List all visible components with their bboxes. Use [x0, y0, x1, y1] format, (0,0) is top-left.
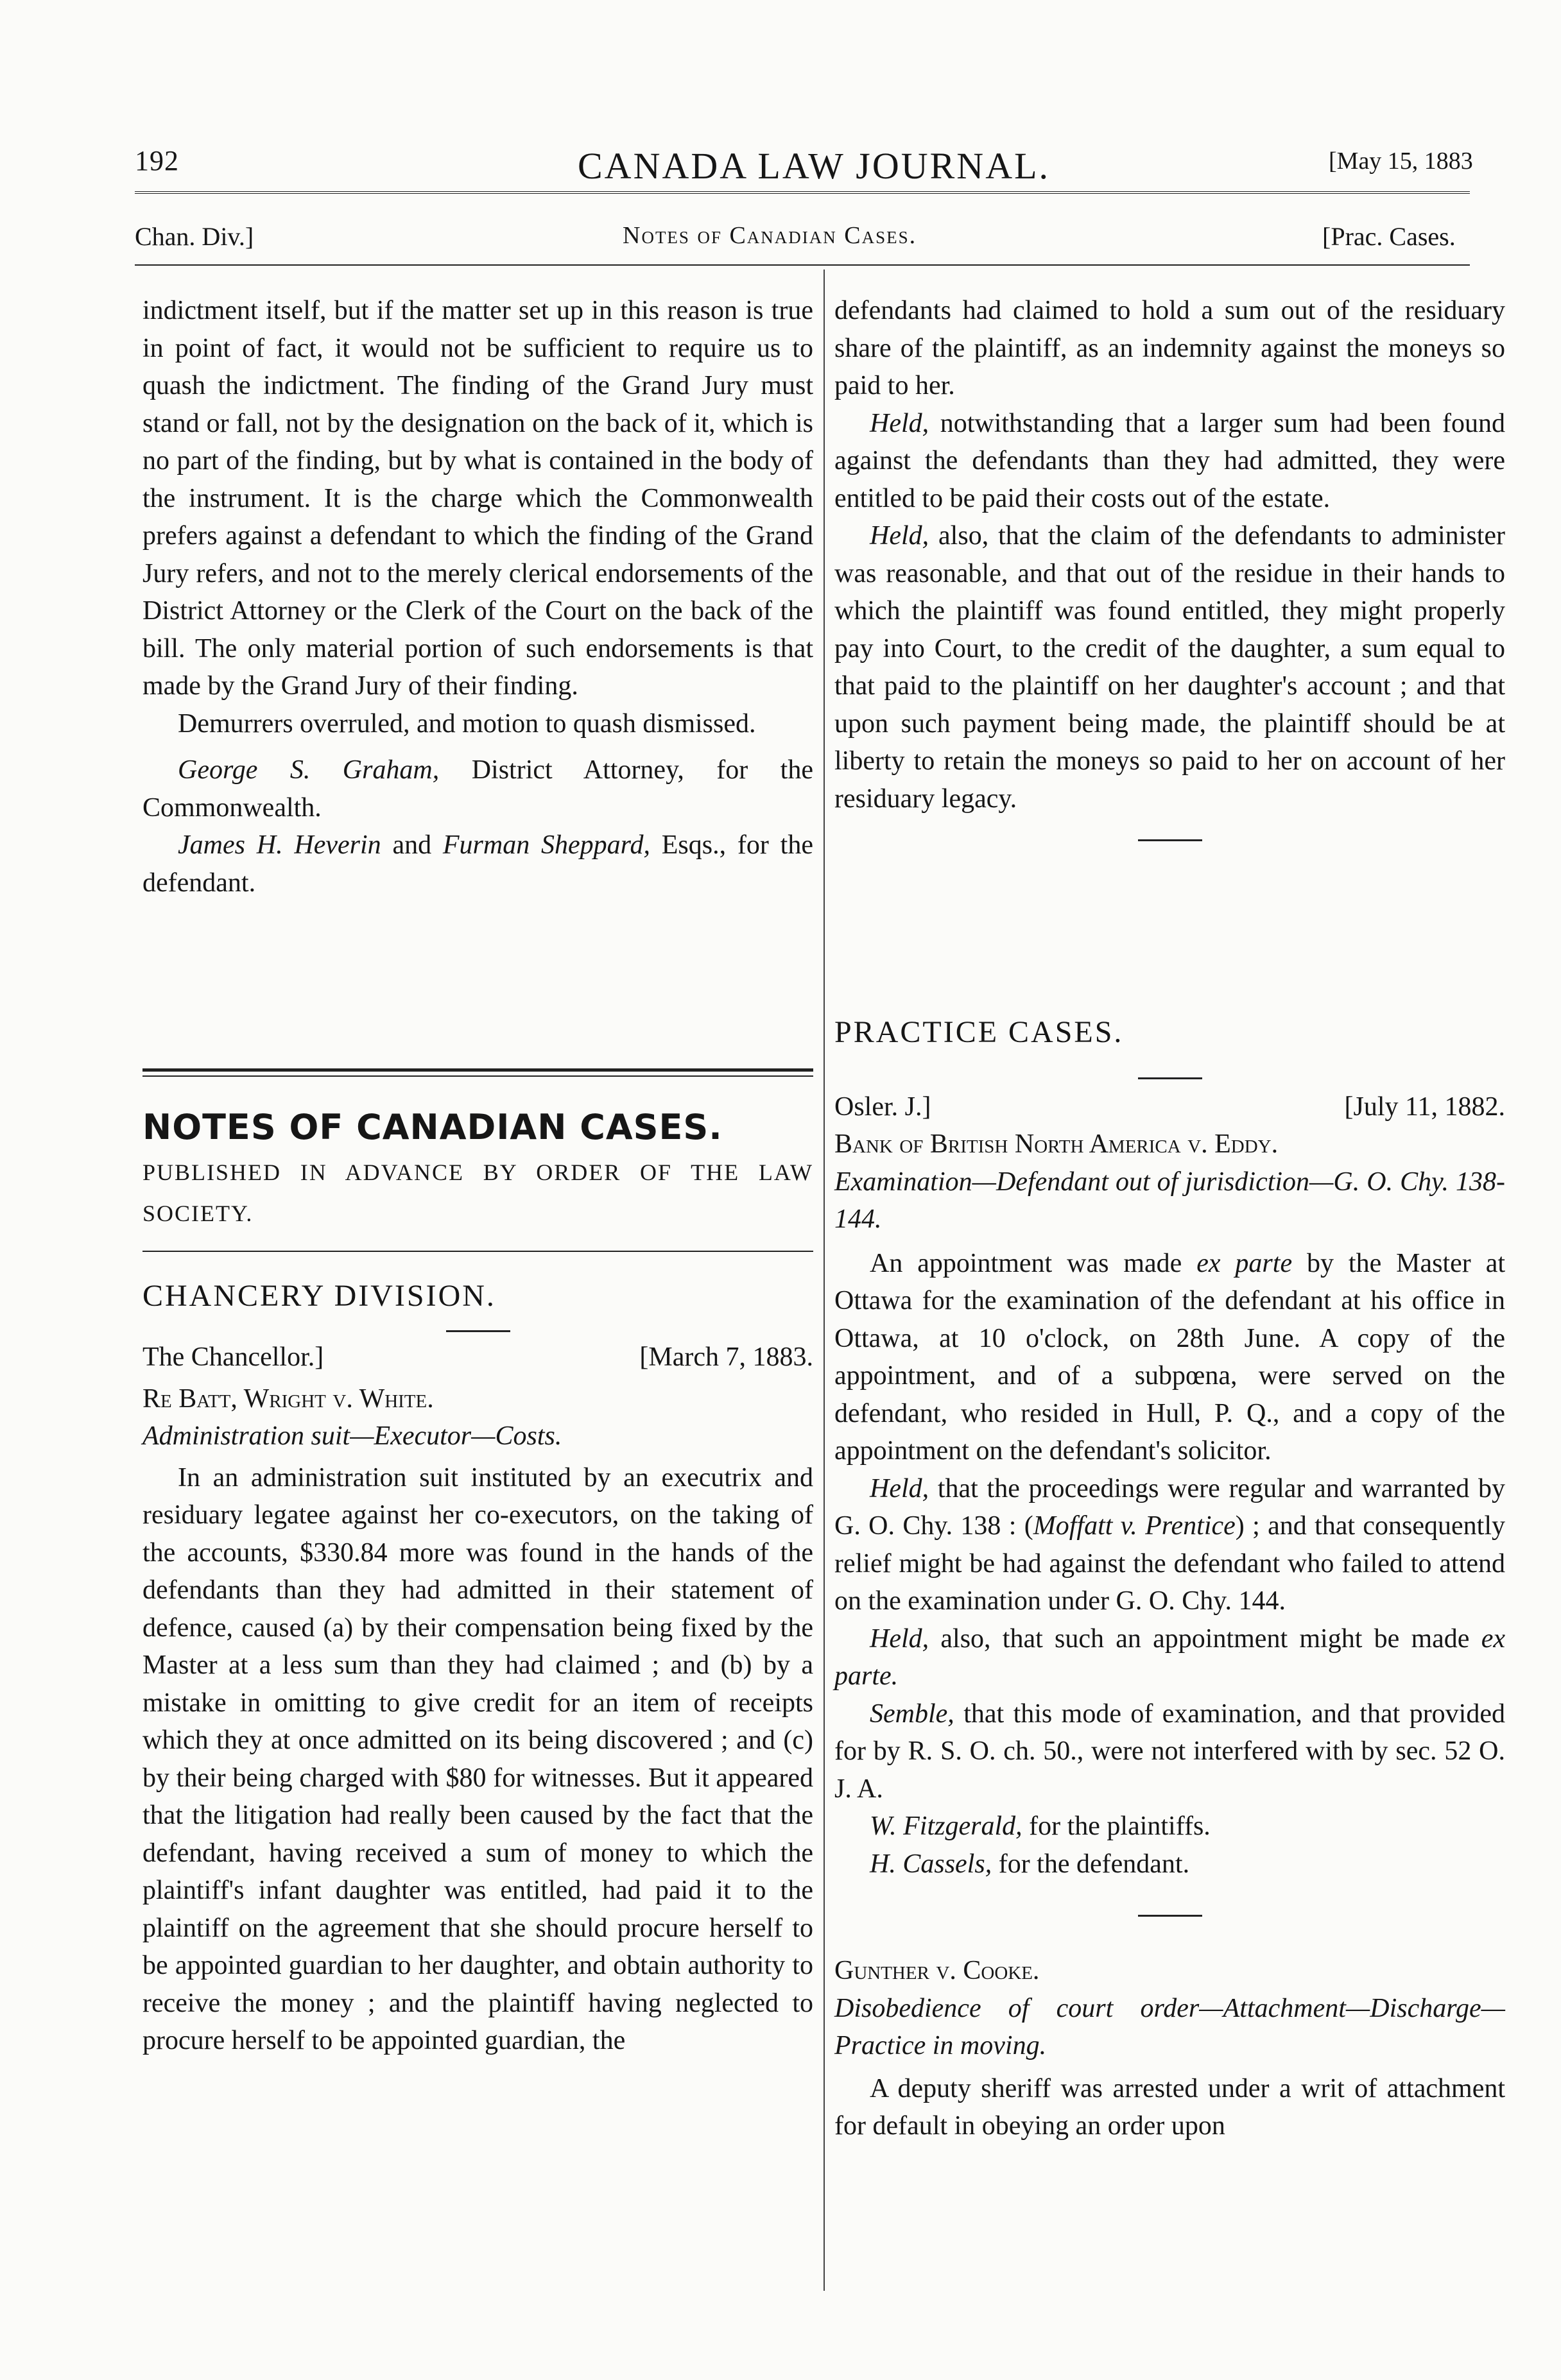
paragraph: Held, also, that the claim of the defendants to administer was reasonable, and that out of the residue in their hands to which the plaintiff was found entitled, they might properly pay into Court, to the credit of the daughter, a sum equal to that paid to the plaintiff on her daughter's account ; and that upon such payment being made, the plaintiff should be at liberty to retain the moneys so paid to her on account of her residuary legacy.: [834, 521, 1505, 814]
section-subheader: [135, 221, 1483, 260]
subheader-rule: [135, 264, 1470, 266]
held-label: Held,: [870, 521, 929, 551]
paragraph: In an administration suit instituted by an executrix and residuary legatee against her co-executors, on the taking of the accounts, $330.84 more was found in the hands of the defendants than they had admitted in their statement of defence, caused (a) by their compensation being fixed by the Master at a less sum than they had claimed ; and (b) by a mistake in omitting to give credit for an item of receipts which they at once admitted on its being discovered ; and (c) by their being charged with $80 for witnesses. But it appeared that the litigation had really been caused by the fact that the defendant, having received a sum of money to which the plaintiff's infant daughter was entitled, had paid it to the plaintiff on the agreement that she should procure herself to be appointed guardian to her daughter, and obtain authority to receive the money ; and the plaintiff having neglected to procure herself to be appointed guardian, the: [142, 1462, 813, 2055]
paragraph: defendants had claimed to hold a sum out of the residuary share of the plaintiff, as an indemnity against the moneys so paid to her.: [834, 296, 1505, 400]
right-column-top: [834, 292, 1505, 841]
paragraph: A deputy sheriff was arrested under a writ of attachment for default in obeying an order upon: [834, 2073, 1505, 2141]
running-header: [135, 144, 1483, 189]
decision-date: [March 7, 1883.: [639, 1342, 813, 1372]
case-name: Gunther v. Cooke.: [834, 1956, 1040, 1985]
notes-title: NOTES OF CANADIAN CASES.: [142, 1107, 723, 1147]
counsel-name: George S. Graham,: [178, 755, 440, 785]
judge: The Chancellor.]: [142, 1342, 324, 1372]
case-line: [834, 1088, 1505, 1126]
counsel-line: James H. Heverin and Furman Sheppard, Esqs., for the defendant.: [142, 830, 813, 898]
notes-subtitle: PUBLISHED IN ADVANCE BY ORDER OF THE LAW SOCIETY.: [142, 1159, 813, 1226]
subheader-left: Chan. Div.]: [135, 222, 254, 251]
subheader-right: [Prac. Cases.: [1322, 222, 1456, 251]
paragraph: Held, also, that such an appointment might be made ex parte.: [834, 1623, 1505, 1691]
page-number: 192: [135, 145, 179, 176]
right-column-bottom: [834, 1014, 1505, 2145]
left-column-top: [142, 292, 813, 902]
counsel-line: H. Cassels, for the defendant.: [870, 1849, 1190, 1879]
subheader-center: Notes of Canadian Cases.: [623, 222, 917, 249]
section-rule: [142, 1251, 813, 1252]
case-topic: Examination—Defendant out of jurisdiction—G. O. Chy. 138-144.: [834, 1167, 1505, 1234]
counsel-name: W. Fitzgerald,: [870, 1811, 1022, 1841]
short-rule: [1138, 1915, 1202, 1917]
judge: Osler. J.]: [834, 1092, 931, 1122]
short-rule: [446, 1330, 510, 1332]
case-name: Re Batt, Wright v. White.: [142, 1383, 434, 1414]
section-rule: [142, 1068, 813, 1072]
journal-title: CANADA LAW JOURNAL.: [578, 145, 1051, 187]
case-name: Bank of British North America v. Eddy.: [834, 1129, 1279, 1159]
issue-date: [May 15, 1883: [1329, 148, 1473, 175]
paragraph: Demurrers overruled, and motion to quash dismissed.: [178, 708, 756, 739]
left-column-bottom: [142, 1068, 813, 2060]
held-label: Held,: [870, 408, 929, 438]
header-rule: [135, 191, 1470, 194]
case-citation: Moffatt v. Prentice: [1033, 1511, 1236, 1541]
short-rule: [1138, 1077, 1202, 1079]
section-rule: [142, 1075, 813, 1077]
held-label: Held,: [870, 1623, 929, 1654]
semble-label: Semble,: [870, 1699, 954, 1729]
counsel-name: H. Cassels,: [870, 1849, 992, 1879]
practice-heading: PRACTICE CASES.: [834, 1015, 1124, 1049]
column-divider: [824, 270, 825, 2291]
counsel-line: W. Fitzgerald, for the plaintiffs.: [870, 1811, 1211, 1841]
counsel-name: Furman Sheppard,: [442, 830, 650, 860]
counsel-line: George S. Graham, District Attorney, for the Commonwealth.: [142, 755, 813, 823]
case-line: [142, 1339, 813, 1376]
paragraph: Semble, that this mode of examination, and that provided for by R. S. O. ch. 50., were not interfered with by sec. 52 O. J. A.: [834, 1699, 1505, 1804]
paragraph: An appointment was made ex parte by the Master at Ottawa for the examination of the defendant at his office in Ottawa, at 10 o'clock, on 28th June. A copy of the appointment, and of a subpœna, were served on the defendant, who resided in Hull, P. Q., and a copy of the appointment on the defendant's solicitor.: [834, 1248, 1506, 1466]
chancery-heading: CHANCERY DIVISION.: [142, 1278, 496, 1313]
case-topic: Administration suit—Executor—Costs.: [142, 1421, 562, 1451]
paragraph: indictment itself, but if the matter set up in this reason is true in point of fact, it would not be sufficient to require us to quash the indictment. The finding of the Grand Jury must stand or fall, not by the designation on the back of it, which is no part of the finding, but by what is contained in the body of the instrument. It is the charge which the Commonwealth prefers against a defendant to which the finding of the Grand Jury refers, and not to the merely clerical endorsements of the District Attorney or the Clerk of the Court on the back of the bill. The only material portion of such endorsements is that made by the Grand Jury of their finding.: [142, 296, 813, 701]
held-label: Held,: [870, 1473, 929, 1503]
decision-date: [July 11, 1882.: [1344, 1092, 1505, 1122]
case-topic: Disobedience of court order—Attachment—Discharge—Practice in moving.: [834, 1993, 1505, 2060]
paragraph: Held, that the proceedings were regular and warranted by G. O. Chy. 138 : (Moffatt v. Prentice) ; and that consequently relief might be had against the defendant who failed to attend on the examination under G. O. Chy. 144.: [834, 1473, 1505, 1616]
counsel-name: James H. Heverin: [178, 830, 381, 860]
short-rule: [1138, 839, 1202, 841]
paragraph: Held, notwithstanding that a larger sum had been found against the defendants than they had admitted, they were entitled to be paid their costs out of the estate.: [834, 408, 1505, 513]
